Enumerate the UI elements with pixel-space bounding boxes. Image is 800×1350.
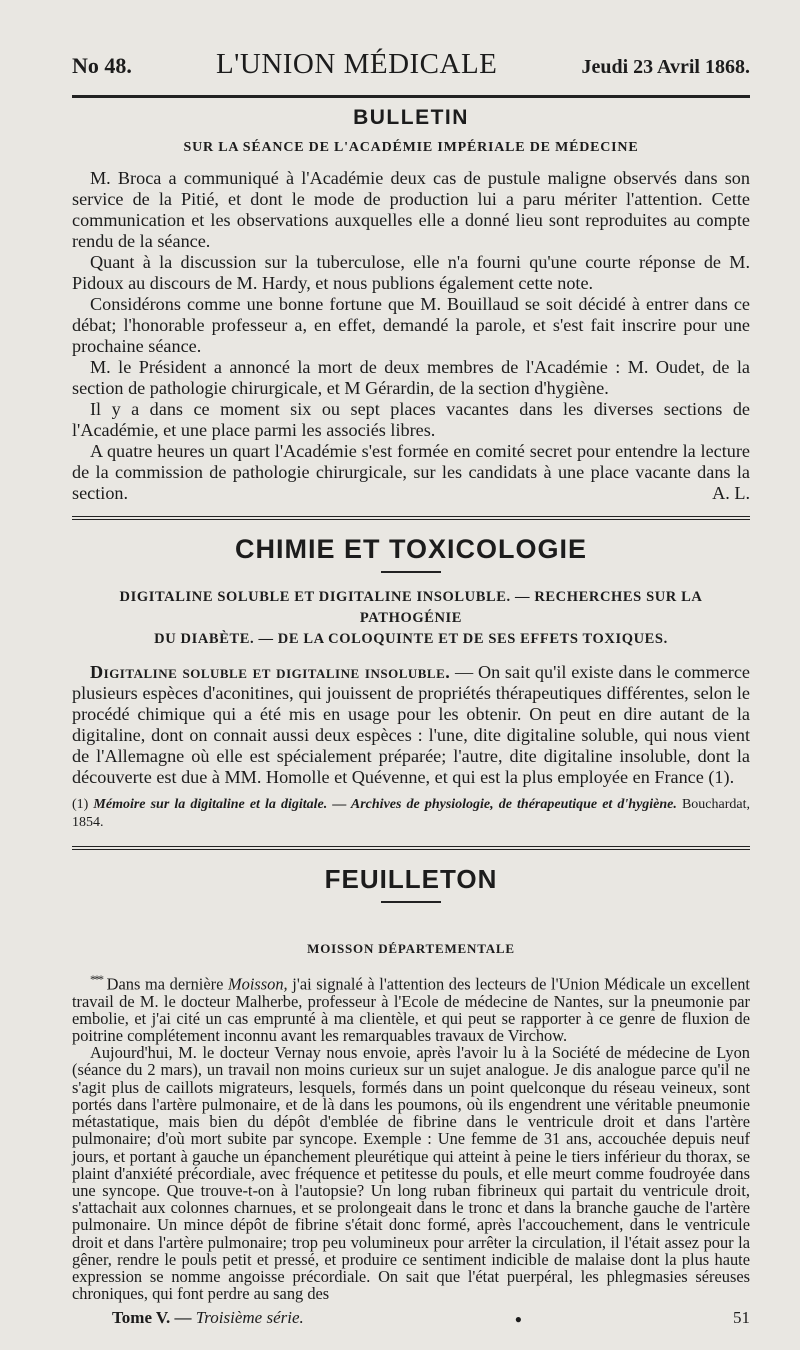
feuilleton-title: FEUILLETON bbox=[324, 864, 498, 894]
series-label: Troisième série. bbox=[195, 1308, 304, 1327]
bulletin-signature: A. L. bbox=[712, 483, 750, 503]
bullet-icon: ● bbox=[514, 1312, 522, 1326]
title-underline bbox=[381, 901, 441, 903]
issue-date: Jeudi 23 Avril 1868. bbox=[581, 56, 750, 78]
feuilleton-subtitle: MOISSON DÉPARTEMENTALE bbox=[307, 941, 515, 956]
footnote-citation: Mémoire sur la digitaline et la digitale. — Archives de physiologie, de thérapeutique et d'hygiène. bbox=[93, 797, 677, 812]
page-footer bbox=[112, 1308, 750, 1328]
chimie-subtitle-line: DU DIABÈTE. — DE LA COLOQUINTE ET DE SES EFFETS TOXIQUES. bbox=[154, 631, 668, 647]
title-underline bbox=[381, 571, 441, 573]
section-divider bbox=[72, 846, 750, 850]
chimie-text: — On sait qu'il existe dans le commerce plusieurs espèces d'aconitines, qui jouissent de propriétés thérapeutiques différentes, selon le procédé chimique qui a été mis en usage pour les obtenir. On peut en dire autant de la digitaline, dont on connait aussi deux espèces : l'une, dite digitaline soluble, qui nous vient de l'Allemagne où elle est spécialement préparée; l'autre, dite digitaline insoluble, dont la découverte est due à MM. Homolle et Quévenne, et qui est la plus employée en France (1). bbox=[72, 662, 750, 787]
bulletin-subtitle: SUR LA SÉANCE DE L'ACADÉMIE IMPÉRIALE DE MÉDECINE bbox=[183, 140, 639, 155]
bulletin-paragraph bbox=[72, 441, 750, 504]
feuilleton-paragraph: Aujourd'hui, M. le docteur Vernay nous envoie, après l'avoir lu à la Société de médecine de Lyon (séance du 2 mars), un travail non moins curieux sur un sujet analogue. Je dis analogue parce qu'il ne s'agit plus de caillots migrateurs, lesquels, formés dans un point quelconque du réseau veineux, sont portés dans l'artère pulmonaire, et de là dans les poumons, où ils engendrent une véritable pneumonie métastatique, mais bien du dépôt d'emblée de fibrine dans le ventricule droit et dans l'artère pulmonaire; d'où mort subite par syncope. Exemple : Une femme de 31 ans, accouchée depuis neuf jours, et portant à gauche un épanchement pleurétique qui atteint à peine le tiers inférieur du thorax, se plaint d'anxiété précordiale, avec fréquence et petitesse du pouls, et elle meurt comme foudroyée dans une syncope. Que trouve-t-on à l'autopsie? Un long ruban fibrineux qui partait du ventricule droit, s'attachait aux colonnes charnues, et se prolongeait dans le tronc et dans la branche gauche de l'artère pulmonaire. Un mince dépôt de fibrine s'était donc formé, après l'accouchement, dans le ventricule droit et dans l'artère pulmonaire; trop peu volumineux pour arrêter la circulation, il l'était assez pour la gêner, rendre le pouls petit et pressé, et produire ce sentiment indicible de malaise dont la plus haute expression se nomme angoisse précordiale. On sait que l'état puerpéral, les phlegmasies séreuses chroniques, qui font perdre au sang des bbox=[72, 1043, 750, 1304]
bulletin-last-paragraph: A quatre heures un quart l'Académie s'est formée en comité secret pour entendre la lecture de la commission de pathologie chirurgicale, sur les candidats à une place vacante dans la section. bbox=[72, 441, 750, 503]
bulletin-paragraph: M. le Président a annoncé la mort de deux membres de l'Académie : M. Oudet, de la section de pathologie chirurgicale, et M Gérardin, de la section d'hygiène. bbox=[72, 357, 750, 398]
page-number: 51 bbox=[733, 1308, 750, 1327]
section-divider bbox=[72, 516, 750, 520]
chimie-title: CHIMIE ET TOXICOLOGIE bbox=[234, 534, 588, 564]
volume-label bbox=[112, 1308, 304, 1328]
feuilleton-body bbox=[72, 971, 750, 1302]
chimie-subtitle bbox=[72, 587, 750, 650]
footnote-mark: (1) bbox=[72, 797, 89, 812]
footnote bbox=[72, 796, 750, 832]
tome-label: Tome V. — bbox=[112, 1308, 196, 1327]
journal-title: L'UNION MÉDICALE bbox=[215, 48, 498, 80]
bulletin-paragraph: Considérons comme une bonne fortune que M. Bouillaud se soit décidé à entrer dans ce débat; l'honorable professeur a, en effet, demandé la parole, et s'est fait inscrire pour une prochaine séance. bbox=[72, 294, 750, 356]
chimie-lead: Digitaline soluble et digitaline insoluble. bbox=[90, 662, 451, 682]
feuilleton-paragraph bbox=[72, 971, 750, 1044]
bulletin-body bbox=[72, 168, 750, 504]
asterism: *** bbox=[90, 972, 102, 986]
chimie-paragraph bbox=[72, 662, 750, 788]
bulletin-title: BULLETIN bbox=[353, 106, 469, 129]
header-rule bbox=[72, 95, 750, 98]
chimie-body bbox=[72, 662, 750, 788]
page-header bbox=[72, 48, 750, 81]
bulletin-paragraph: M. Broca a communiqué à l'Académie deux cas de pustule maligne observés dans son service de la Pitié, et dont le mode de production lui a paru mériter l'attention. Cette communication et les observations auxquelles elle a donné lieu sont reproduites au compte rendu de la séance. bbox=[72, 168, 750, 251]
bulletin-paragraph: Quant à la discussion sur la tuberculose, elle n'a fourni qu'une courte réponse de M. Pidoux au discours de M. Hardy, et nous publions également cette note. bbox=[72, 252, 750, 293]
chimie-subtitle-line: DIGITALINE SOLUBLE ET DIGITALINE INSOLUBLE. — RECHERCHES SUR LA PATHOGÉNIE bbox=[119, 589, 703, 626]
feuilleton-text: Dans ma dernière bbox=[102, 974, 228, 994]
issue-number: No 48. bbox=[72, 53, 132, 78]
feuilleton-italic: Moisson, bbox=[228, 974, 288, 994]
feuilleton-text: j'ai signalé à l'attention des lecteurs de l'Union Médicale un excellent travail de M. le docteur Malherbe, professeur à l'Ecole de médecine de Nantes, sur la pneumonie par embolie, et j'ai cité un cas emprunté à ma clientèle, et qui peut se rapporter à ce genre de fluxion de poitrine complétement inconnu avant les remarquables travaux de Virchow. bbox=[72, 974, 750, 1046]
footnote-source: Bouchardat, 1854. bbox=[72, 797, 750, 830]
bulletin-paragraph: Il y a dans ce moment six ou sept places vacantes dans les diverses sections de l'Académie, et une place parmi les associés libres. bbox=[72, 399, 750, 440]
